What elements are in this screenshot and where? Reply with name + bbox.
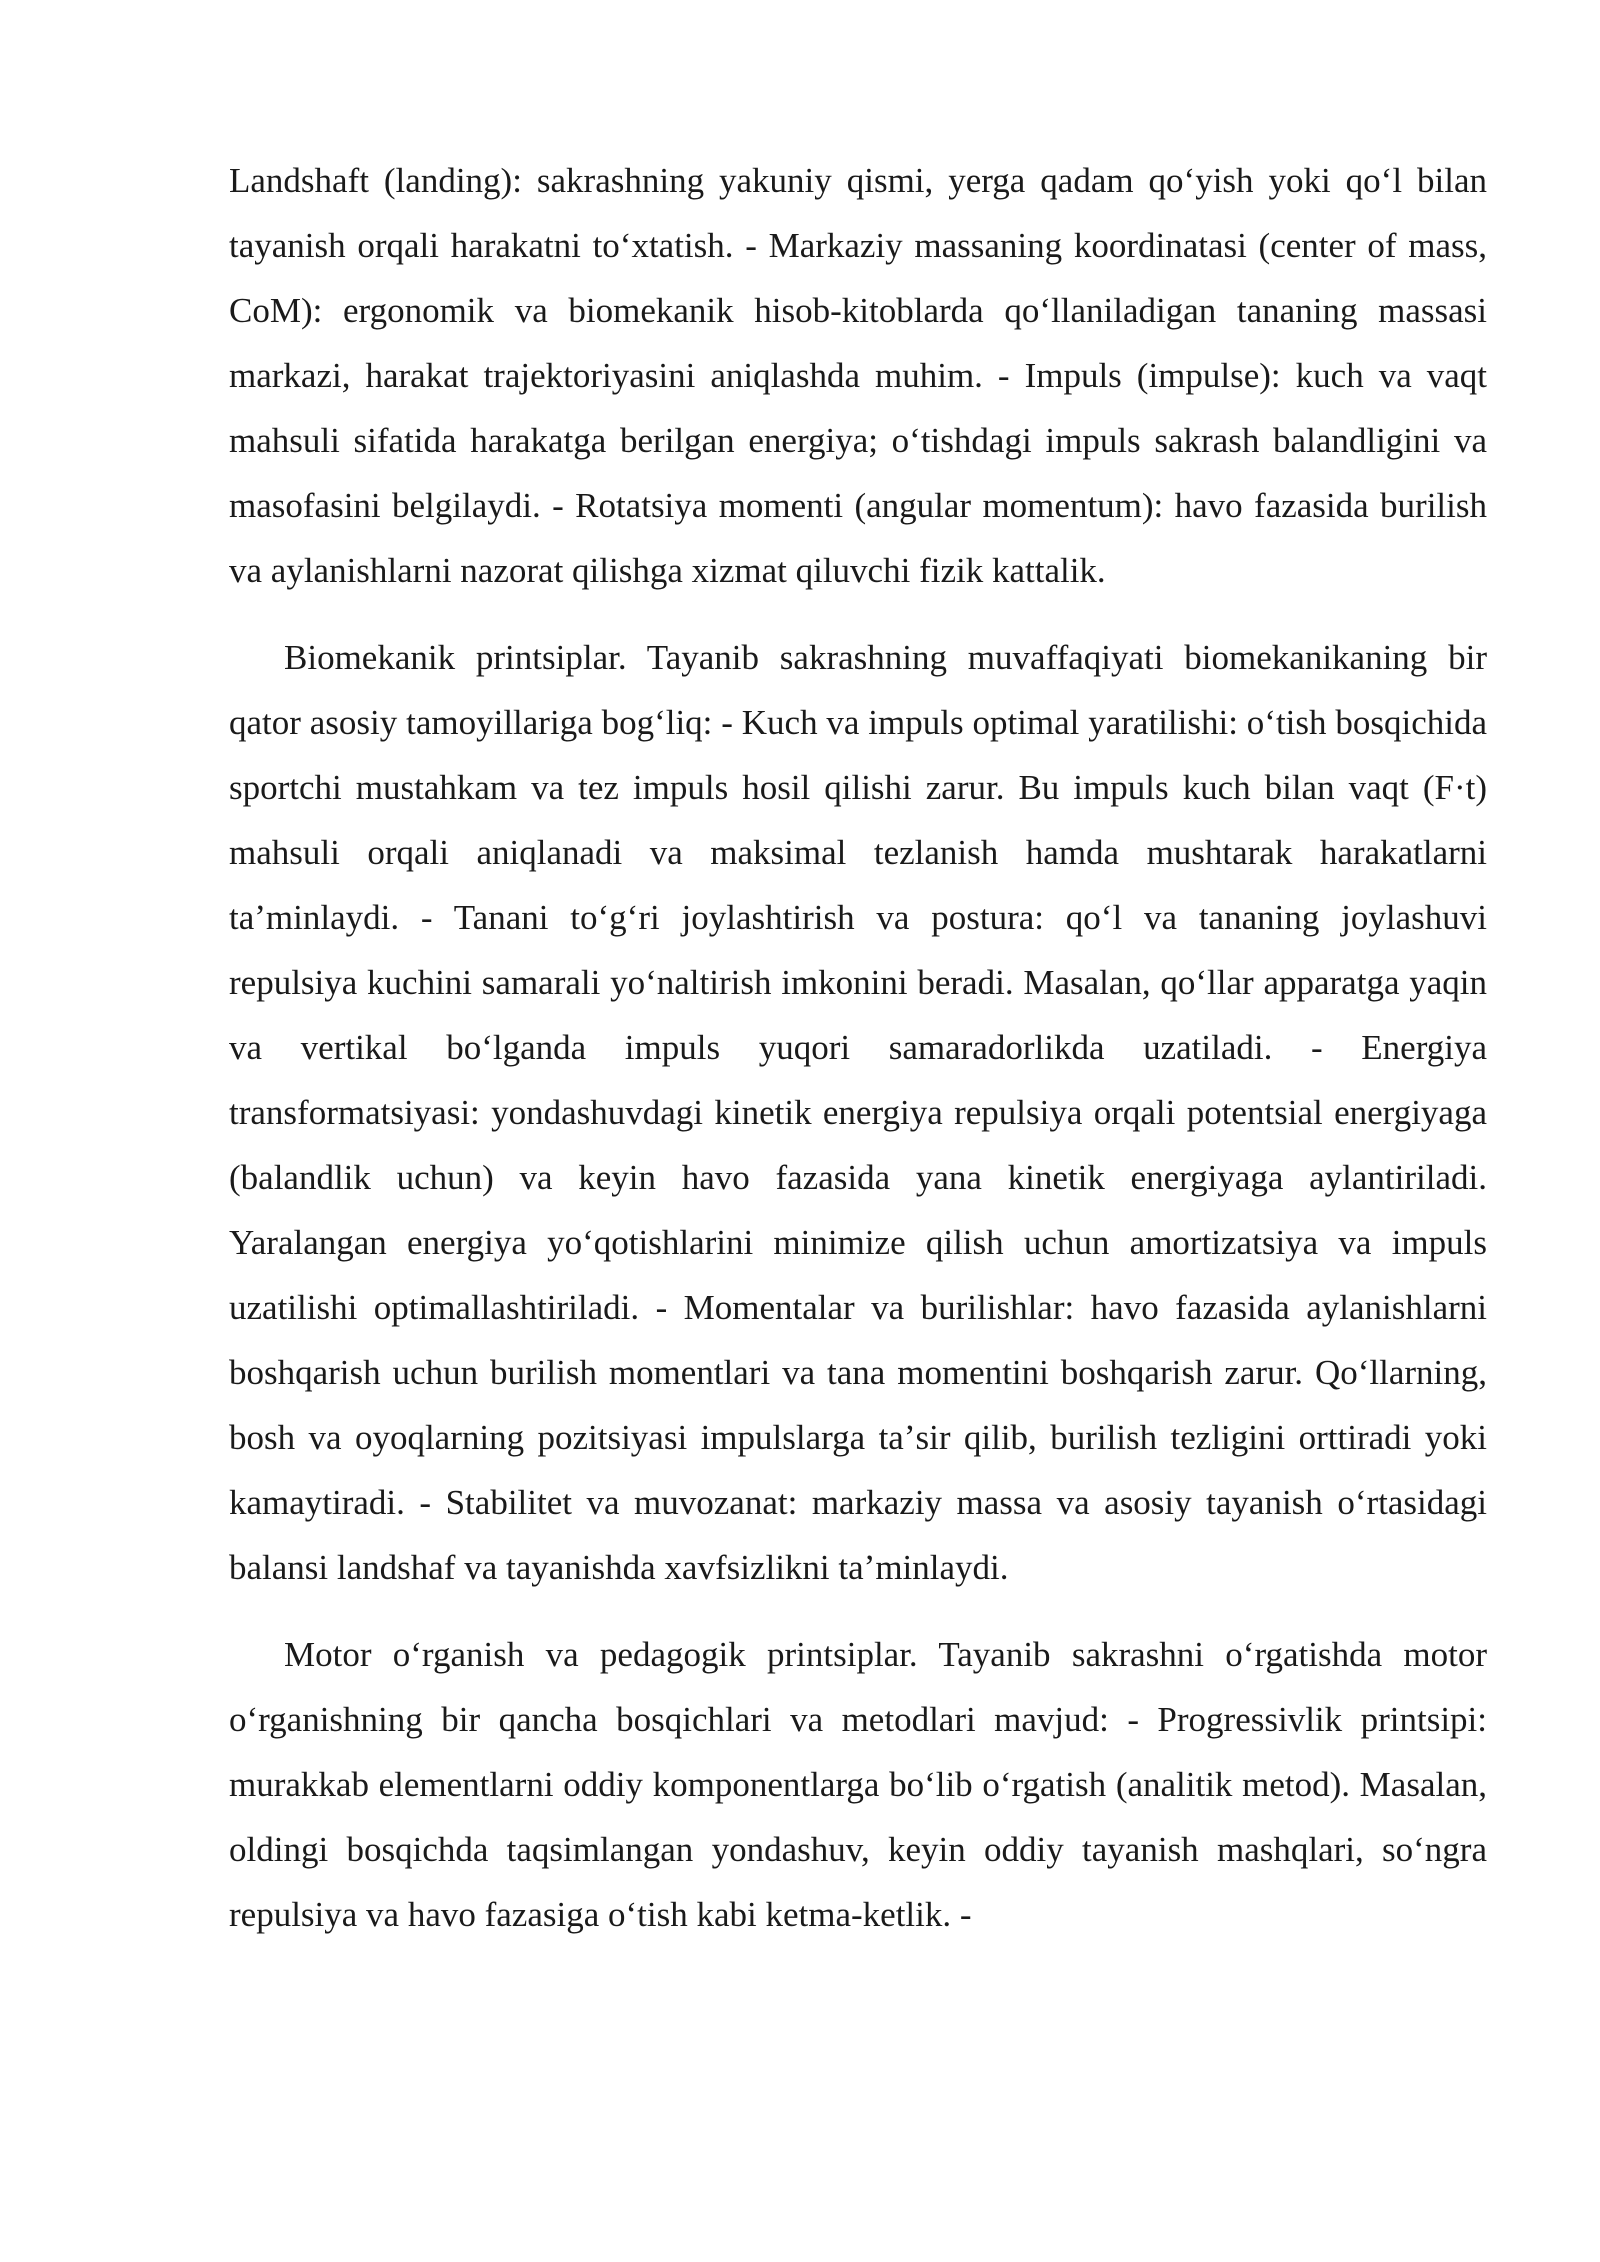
paragraph-biomechanical-principles: Biomekanik printsiplar. Tayanib sakrashning muvaffaqiyati biomekanikaning bir qator asosiy tamoyillariga bogʻliq: - Kuch va impuls optimal yaratilishi: oʻtish bosqichida sportchi mustahkam va tez impuls hosil qilishi zarur. Bu impuls kuch bilan vaqt (F·t) mahsuli orqali aniqlanadi va maksimal tezlanish hamda mushtarak harakatlarni taʼminlaydi. - Tanani toʻgʻri joylashtirish va postura: qoʻl va tananing joylashuvi repulsiya kuchini samarali yoʻnaltirish imkonini beradi. Masalan, qoʻllar apparatga yaqin va vertikal boʻlganda impuls yuqori samaradorlikda uzatiladi. - Energiya transformatsiyasi: yondashuvdagi kinetik energiya repulsiya orqali potentsial energiyaga (balandlik uchun) va keyin havo fazasida yana kinetik energiyaga aylantiriladi. Yaralangan energiya yoʻqotishlarini minimize qilish uchun amortizatsiya va impuls uzatilishi optimallashtiriladi. - Momentalar va burilishlar: havo fazasida aylanishlarni boshqarish uchun burilish momentlari va tana momentini boshqarish zarur. Qoʻllarning, bosh va oyoqlarning pozitsiyasi impulslarga taʼsir qilib, burilish tezligini orttiradi yoki kamaytiradi. - Stabilitet va muvozanat: markaziy massa va asosiy tayanish oʻrtasidagi balansi landshaf va tayanishda xavfsizlikni taʼminlaydi.	[229, 638, 1487, 1587]
paragraph-motor-learning: Motor oʻrganish va pedagogik printsiplar. Tayanib sakrashni oʻrgatishda motor oʻrganishning bir qancha bosqichlari va metodlari mavjud: - Progressivlik printsipi: murakkab elementlarni oddiy komponentlarga boʻlib oʻrgatish (analitik metod). Masalan, oldingi bosqichda taqsimlangan yondashuv, keyin oddiy tayanish mashqlari, soʻngra repulsiya va havo fazasiga oʻtish kabi ketma-ketlik. -	[229, 1635, 1487, 1934]
paragraph-landing-definitions: Landshaft (landing): sakrashning yakuniy qismi, yerga qadam qoʻyish yoki qoʻl bilan tayanish orqali harakatni toʻxtatish. - Markaziy massaning koordinatasi (center of mass, CoM): ergonomik va biomekanik hisob-kitoblarda qoʻllaniladigan tananing massasi markazi, harakat trajektoriyasini aniqlashda muhim. - Impuls (impulse): kuch va vaqt mahsuli sifatida harakatga berilgan energiya; oʻtishdagi impuls sakrash balandligini va masofasini belgilaydi. - Rotatsiya momenti (angular momentum): havo fazasida burilish va aylanishlarni nazorat qilishga xizmat qiluvchi fizik kattalik.	[229, 161, 1487, 590]
document-page	[229, 148, 1487, 1969]
